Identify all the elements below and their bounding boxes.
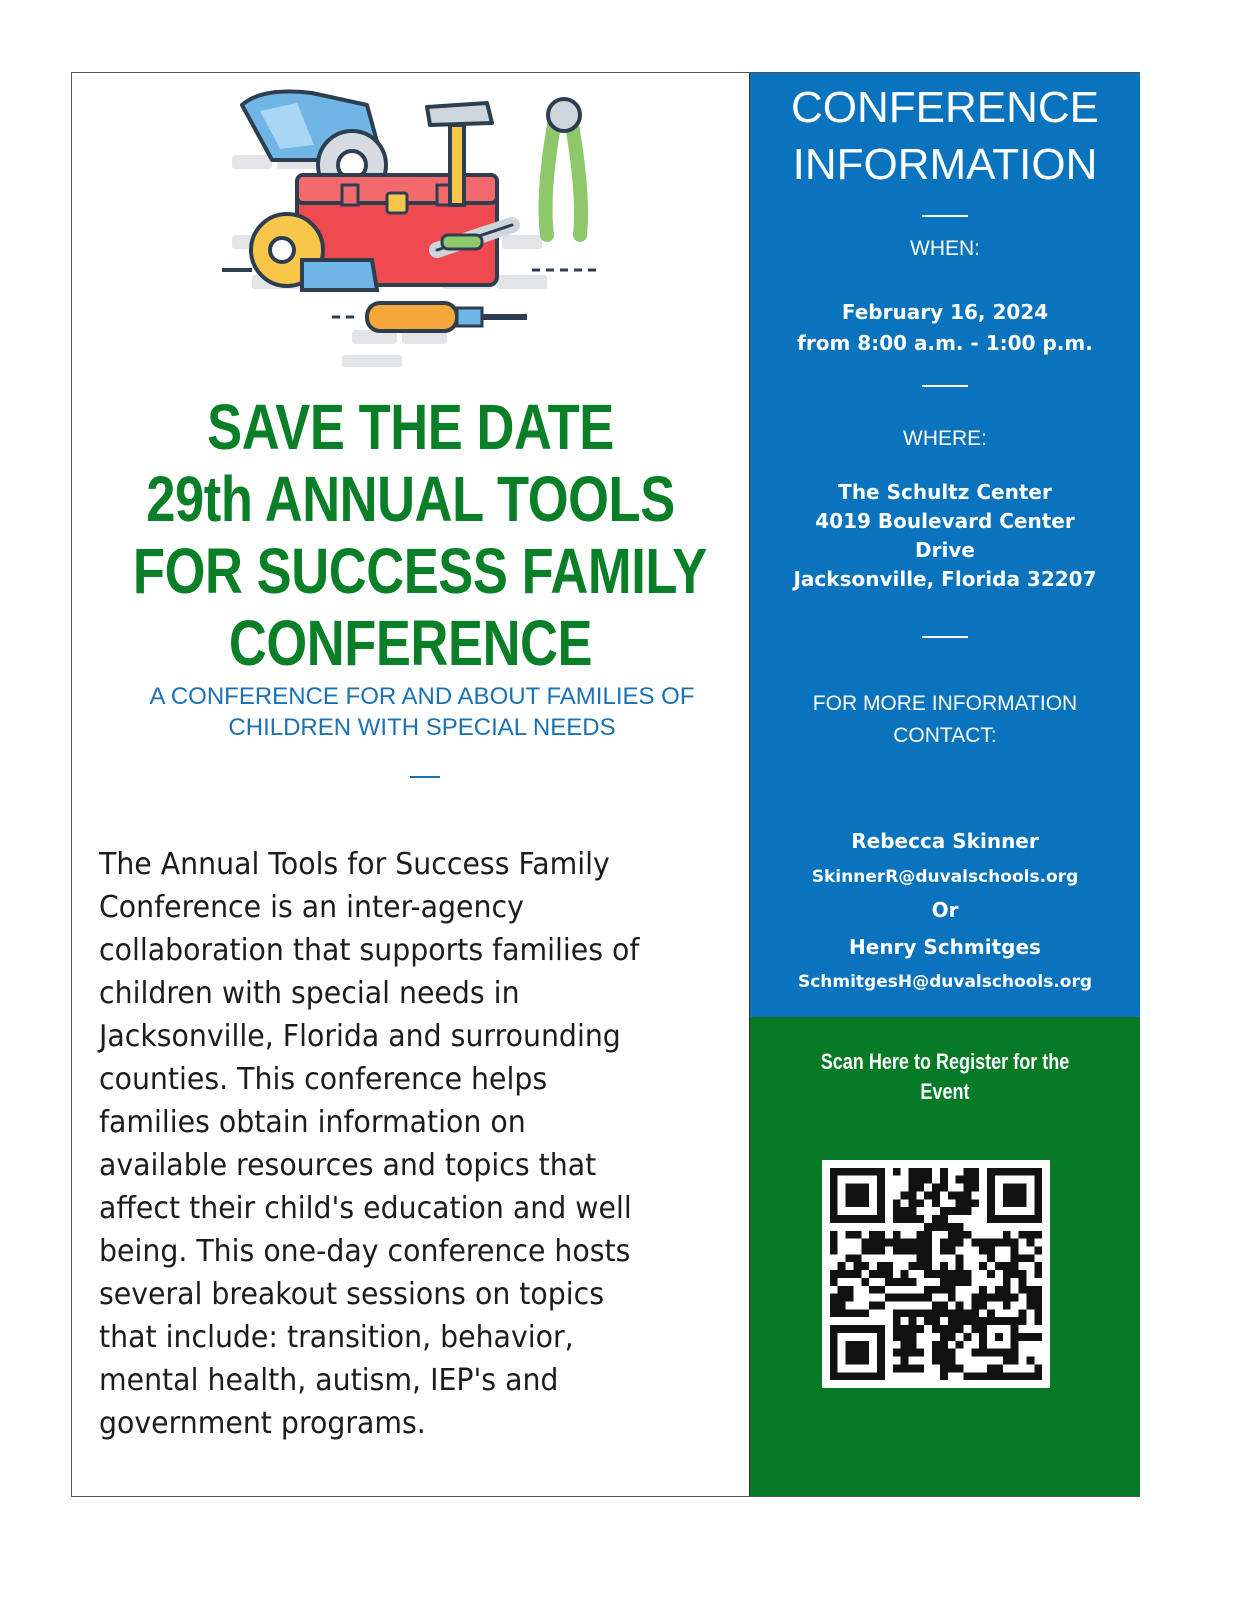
headline-line: FOR SUCCESS FAMILY [132, 535, 707, 607]
info-title-line: CONFERENCE [790, 83, 1100, 132]
description-line: Jacksonville, Florida and surrounding [99, 1019, 621, 1054]
event-time: from 8:00 a.m. - 1:00 p.m. [797, 331, 1093, 355]
qr-code-icon[interactable] [822, 1160, 1050, 1388]
left-column [72, 73, 749, 1496]
divider [922, 215, 968, 217]
description-line: several breakout sessions on topics [99, 1277, 605, 1312]
register-text-line: Scan Here to Register for the [820, 1049, 1070, 1074]
contact-label: FOR MORE INFORMATION [812, 692, 1078, 715]
contact-name: Henry Schmitges [849, 935, 1041, 959]
description-line: collaboration that supports families of [99, 933, 640, 968]
description-line: affect their child's education and well [99, 1191, 632, 1226]
toolbox-illustration-icon [202, 85, 602, 375]
description-line: being. This one-day conference hosts [99, 1234, 631, 1269]
contact-name: Rebecca Skinner [851, 829, 1039, 853]
divider [410, 776, 440, 778]
register-panel [750, 1017, 1140, 1496]
description-line: Conference is an inter-agency [99, 890, 524, 925]
event-date: February 16, 2024 [841, 300, 1049, 324]
contact-email[interactable]: SchmitgesH@duvalschools.org [797, 972, 1093, 992]
info-title [750, 79, 1140, 193]
headline [132, 391, 707, 679]
where-label: WHERE: [903, 427, 987, 450]
divider [922, 385, 968, 387]
subtitle-line: CHILDREN WITH SPECIAL NEEDS [228, 714, 616, 741]
subtitle [92, 681, 752, 743]
subtitle-line: A CONFERENCE FOR AND ABOUT FAMILIES OF [149, 683, 695, 710]
info-title-line: INFORMATION [792, 140, 1098, 189]
right-column [749, 73, 1140, 1496]
description-line: available resources and topics that [99, 1148, 597, 1183]
divider [922, 636, 968, 638]
description-line: counties. This conference helps [99, 1062, 548, 1097]
description-line: The Annual Tools for Success Family [99, 847, 610, 882]
venue-line: Jacksonville, Florida 32207 [793, 567, 1097, 591]
when-label: WHEN: [910, 237, 980, 260]
conference-info-panel [750, 73, 1140, 1017]
venue-line: The Schultz Center [838, 480, 1052, 504]
description-line: families obtain information on [99, 1105, 526, 1140]
description-line: mental health, autism, IEP's and [99, 1363, 559, 1398]
or-text: Or [931, 898, 959, 922]
flyer-frame [71, 72, 1140, 1497]
contact-email[interactable]: SkinnerR@duvalschools.org [811, 867, 1079, 887]
description-line: government programs. [99, 1406, 426, 1441]
venue-line: Drive [915, 538, 975, 562]
description-line: children with special needs in [99, 976, 520, 1011]
description-line: that include: transition, behavior, [99, 1320, 574, 1355]
headline-line: SAVE THE DATE [207, 391, 614, 463]
register-text [818, 1047, 1072, 1107]
headline-line: CONFERENCE [228, 607, 593, 679]
contact-label: CONTACT: [893, 724, 997, 747]
description [99, 843, 694, 1445]
register-text-line: Event [920, 1079, 970, 1104]
headline-line: 29th ANNUAL TOOLS [146, 463, 675, 535]
venue-line: 4019 Boulevard Center [815, 509, 1075, 533]
